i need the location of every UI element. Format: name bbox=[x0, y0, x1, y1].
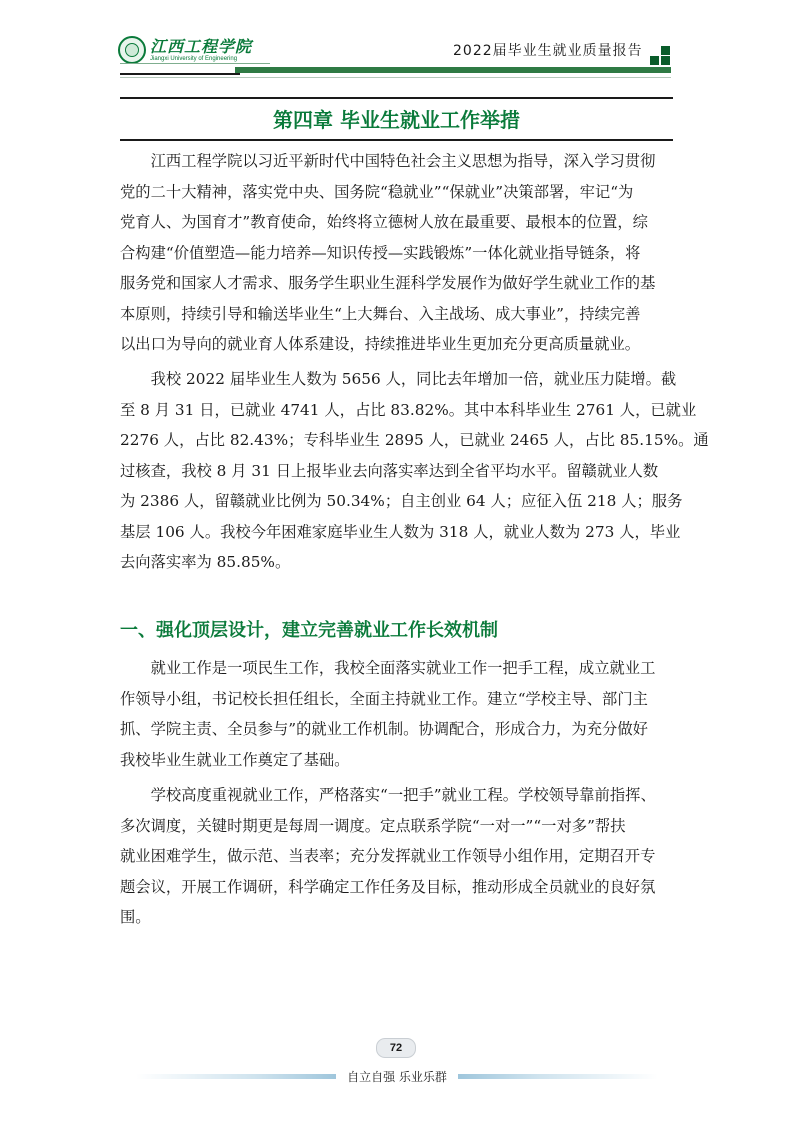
footer-bar-right bbox=[458, 1074, 658, 1079]
paragraph-intro bbox=[120, 146, 673, 360]
paragraph-line: 就业困难学生，做示范、当表率；充分发挥就业工作领导小组作用，定期召开专 bbox=[120, 847, 656, 865]
school-seal-icon bbox=[118, 36, 146, 64]
paragraph-line: 我校 2022 届毕业生人数为 5656 人，同比去年增加一倍，就业压力陡增。截 bbox=[150, 370, 677, 388]
paragraph-line: 党育人、为国育才”教育使命，始终将立德树人放在最重要、最根本的位置，综 bbox=[120, 213, 648, 231]
paragraph-line: 以出口为导向的就业育人体系建设，持续推进毕业生更加充分更高质量就业。 bbox=[120, 335, 641, 353]
header-bar-dark bbox=[120, 73, 240, 75]
paragraph-line: 江西工程学院以习近平新时代中国特色社会主义思想为指导，深入学习贯彻 bbox=[150, 152, 656, 170]
footer-slogan: 自立自强 乐业乐群 bbox=[347, 1070, 447, 1084]
header-bar-green bbox=[235, 67, 671, 73]
paragraph-line: 题会议，开展工作调研，科学确定工作任务及目标，推动形成全员就业的良好氛 bbox=[120, 877, 656, 896]
logo-text-cn: 江西工程学院 bbox=[150, 36, 253, 56]
paragraph-statistics bbox=[120, 364, 709, 578]
paragraph-line: 合构建“价值塑造—能力培养—知识传授—实践锻炼”一体化就业指导链条，将 bbox=[120, 243, 641, 262]
paragraph-line: 去向落实率为 85.85%。 bbox=[120, 553, 291, 571]
paragraph-line: 党的二十大精神，落实党中央、国务院“稳就业”“保就业”决策部署，牢记“为 bbox=[120, 182, 634, 201]
chapter-rule-bottom bbox=[120, 139, 673, 141]
paragraph-line: 为 2386 人，留赣就业比例为 50.34%；自主创业 64 人；应征入伍 218 人；服务 bbox=[120, 492, 683, 510]
paragraph-line: 服务党和国家人才需求、服务学生职业生涯科学发展作为做好学生就业工作的基 bbox=[120, 274, 656, 292]
paragraph-line: 就业工作是一项民生工作，我校全面落实就业工作一把手工程，成立就业工 bbox=[150, 659, 656, 677]
paragraph-leadership bbox=[120, 780, 673, 933]
paragraph-line: 基层 106 人。我校今年困难家庭毕业生人数为 318 人，就业人数为 273 人，毕业 bbox=[120, 522, 681, 541]
paragraph-mechanism bbox=[120, 653, 673, 775]
school-logo bbox=[118, 36, 252, 64]
chapter-rule-top bbox=[120, 97, 673, 99]
header-rule-thin bbox=[120, 77, 671, 78]
chapter-title: 第四章 毕业生就业工作举措 bbox=[273, 108, 520, 132]
paragraph-line: 至 8 月 31 日，已就业 4741 人，占比 83.82%。其中本科毕业生 2761 人，已就业 bbox=[120, 400, 697, 419]
report-title: 2022届毕业生就业质量报告 bbox=[453, 43, 643, 59]
logo-text-en: Jiangxi University of Engineering bbox=[150, 55, 238, 62]
paragraph-line: 过核查，我校 8 月 31 日上报毕业去向落实率达到全省平均水平。留赣就业人数 bbox=[120, 461, 659, 480]
paragraph-line: 多次调度，关键时期更是每周一调度。定点联系学院“一对一”“一对多”帮扶 bbox=[120, 816, 626, 835]
page-number: 72 bbox=[376, 1038, 416, 1058]
section-heading: 一、强化顶层设计，建立完善就业工作长效机制 bbox=[120, 620, 498, 641]
footer-bar-left bbox=[136, 1074, 336, 1079]
paragraph-line: 作领导小组，书记校长担任组长，全面主持就业工作。建立“学校主导、部门主 bbox=[120, 689, 648, 708]
paragraph-line: 围。 bbox=[120, 908, 151, 926]
header-squares-decoration bbox=[645, 46, 671, 66]
paragraph-line: 我校毕业生就业工作奠定了基础。 bbox=[120, 750, 350, 769]
header-rule-top bbox=[120, 63, 270, 64]
paragraph-line: 学校高度重视就业工作，严格落实“一把手”就业工程。学校领导靠前指挥、 bbox=[150, 786, 656, 804]
paragraph-line: 2276 人，占比 82.43%；专科毕业生 2895 人，已就业 2465 人，占比 85.15%。通 bbox=[120, 431, 709, 449]
paragraph-line: 本原则，持续引导和输送毕业生“上大舞台、入主战场、成大事业”，持续完善 bbox=[120, 304, 641, 323]
paragraph-line: 抓、学院主责、全员参与”的就业工作机制。协调配合，形成合力，为充分做好 bbox=[120, 720, 648, 738]
